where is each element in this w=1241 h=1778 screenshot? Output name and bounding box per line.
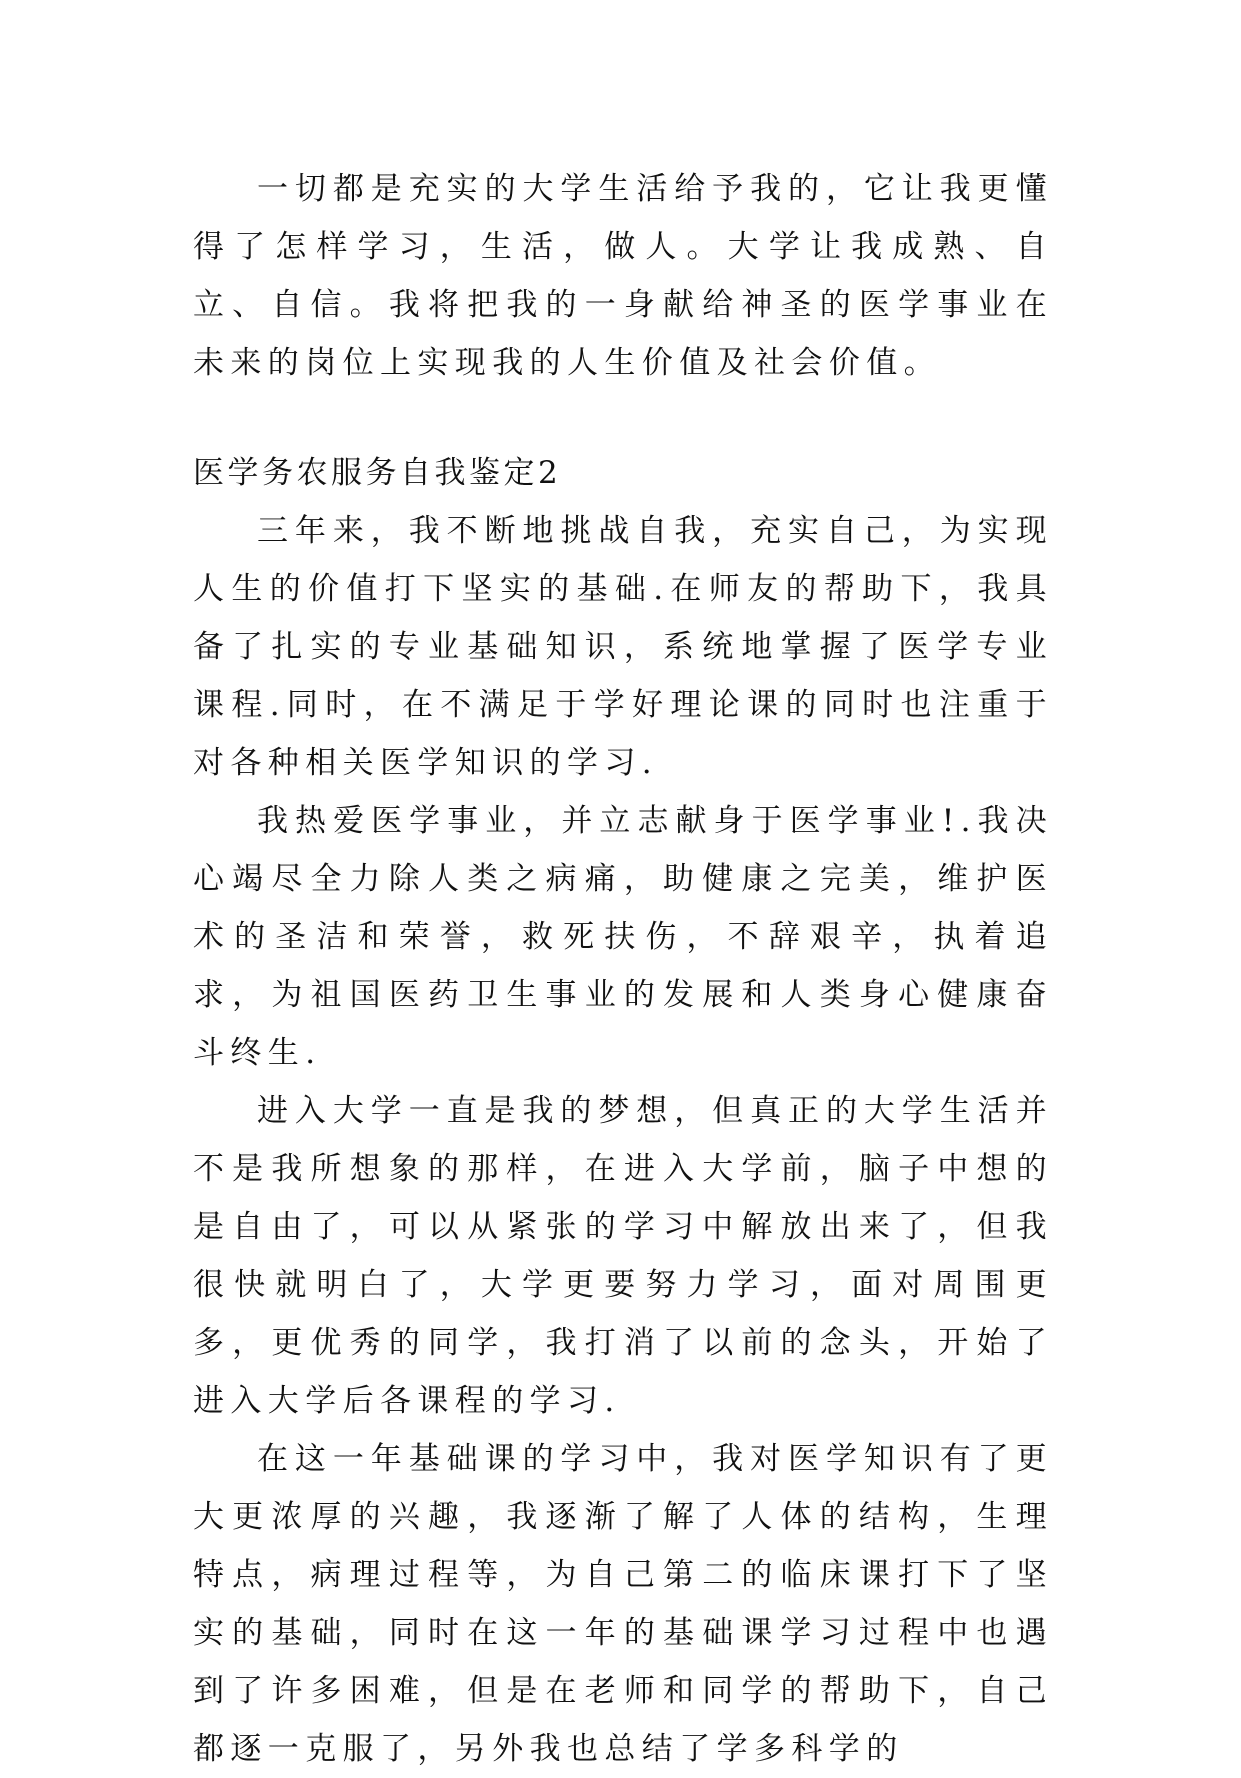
section-spacer <box>193 392 1053 444</box>
section-heading: 医学务农服务自我鉴定2 <box>193 455 562 491</box>
paragraph-2: 我热爱医学事业，并立志献身于医学事业!.我决心竭尽全力除人类之病痛，助健康之完美，维护医术的圣洁和荣誉，救死扶伤，不辞艰辛，执着追求，为祖国医药卫生事业的发展和人类身心健康奋斗终生. <box>193 803 1053 1071</box>
paragraph-1: 三年来，我不断地挑战自我，充实自己，为实现人生的价值打下坚实的基础.在师友的帮助下，我具备了扎实的专业基础知识，系统地掌握了医学专业课程.同时，在不满足于学好理论课的同时也注重于对各种相关医学知识的学习. <box>193 513 1053 781</box>
paragraph-3: 进入大学一直是我的梦想，但真正的大学生活并不是我所想象的那样，在进入大学前，脑子中想的是自由了，可以从紧张的学习中解放出来了，但我很快就明白了，大学更要努力学习，面对周围更多，更优秀的同学，我打消了以前的念头，开始了进入大学后各课程的学习. <box>193 1093 1053 1419</box>
paragraph-4: 在这一年基础课的学习中，我对医学知识有了更大更浓厚的兴趣，我逐渐了解了人体的结构，生理特点，病理过程等，为自己第二的临床课打下了坚实的基础，同时在这一年的基础课学习过程中也遇到了许多困难，但是在老师和同学的帮助下，自己都逐一克服了，另外我也总结了学多科学的 <box>193 1441 1053 1767</box>
document-body <box>193 160 1053 1778</box>
paragraph-intro: 一切都是充实的大学生活给予我的，它让我更懂得了怎样学习，生活，做人。大学让我成熟、自立、自信。我将把我的一身献给神圣的医学事业在未来的岗位上实现我的人生价值及社会价值。 <box>193 171 1053 381</box>
